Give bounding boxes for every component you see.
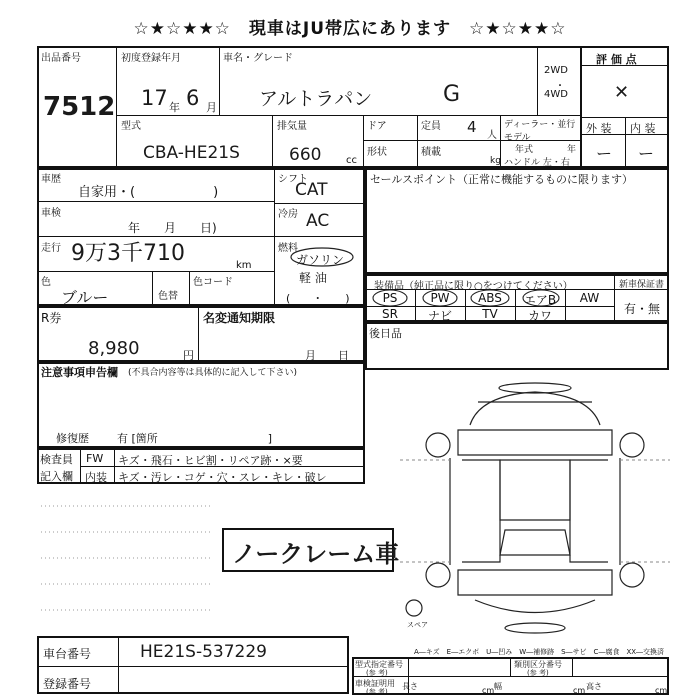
equip-pw: PW [430,291,450,305]
equip-navi: ナビ [427,309,452,323]
car-name: アルトラパン [259,88,373,110]
header-banner: ☆★☆★★☆ 現車はJU帯広にあります ☆★☆★★☆ [133,19,567,39]
registration-month-unit: 月 [206,101,217,114]
model-year-subheading: モデル [504,133,531,143]
repair-history-value: 有 [箇所 ] [117,432,273,445]
lot-number: 7512 [43,92,116,122]
shift-value: CAT [295,180,328,200]
interior-grade-value: ー [638,144,655,163]
drive-2wd: 2WD [544,65,568,76]
rear-seat-box [365,322,669,370]
ac-label: 冷房 [278,209,298,220]
chassis-number: HE21S-537229 [140,642,267,662]
type-cert-sub: (参 考) [366,669,388,677]
interior-inspect-text: キズ・汚レ・コゲ・穴・スレ・キレ・破レ [118,471,327,484]
load-label: 積載 [421,147,441,158]
equip-airbag: エアB [523,293,557,307]
equipment-circle-marks [365,288,615,308]
displacement-label: 排気量 [277,121,307,132]
drive-dot: ・ [555,81,565,92]
equip-ps: PS [382,291,398,305]
inspector-entry-label: 記入欄 [40,470,73,483]
handle-label: ハンドル 左・右 [504,158,570,168]
length-label: 長さ [402,682,418,691]
name-change-value: 月 日 [305,349,349,362]
color-code-label: 色コード [193,277,233,288]
height-unit: cm [655,686,668,695]
grade-score-label: 評 価 点 [596,53,637,66]
exterior-grade-value: ー [596,144,613,163]
recycle-fee-label: R券 [41,311,62,325]
shift-label: シフト [278,174,308,185]
doors-label: ドア [367,121,387,132]
notes-sub: (不具合内容等は具体的に記入して下さい) [128,368,298,378]
model-year-unit: 年 [567,145,577,155]
inspector-label: 検査員 [40,453,73,466]
height-label: 高さ [586,682,602,691]
grade-score-value: ✕ [614,82,630,103]
category-sub: (参 考) [527,669,549,677]
car-name-label: 車名・グレード [223,53,293,64]
warranty-label: 新車保証書 [619,280,665,290]
fuel-gasoline: ガソリン [296,253,345,267]
blank-lines [37,488,217,628]
interior-inspect-label: 内装 [85,471,107,484]
model-year-label: 年式 [515,145,534,155]
capacity-value: 4 [467,118,477,136]
no-claim-stamp-text: ノークレーム車 [232,540,400,568]
registration-year: 17 [141,86,168,110]
fw-text: キズ・飛石・ヒビ割・リペア跡・×要 [118,454,303,467]
equip-leather: カワ [527,309,552,323]
displacement-value: 660 [289,145,322,165]
gasoline-circle-mark [288,246,356,268]
category-label: 類別区分番号 [514,660,562,669]
name-change-label: 名変通知期限 [203,311,276,325]
cert-label: 車検証明用 [355,679,395,688]
lot-number-label: 出品番号 [41,53,81,64]
width-label: 幅 [494,682,502,691]
ac-value: AC [306,211,330,231]
capacity-unit: 人 [487,130,497,141]
warranty-value: 有・無 [624,302,661,316]
cert-sub: (参 考) [366,688,388,696]
color-change-label: 色替 [158,291,178,302]
exterior-grade-label: 外 装 [586,122,612,135]
rear-seat-label: 後日品 [369,327,402,340]
notes-label: 注意事項申告欄 [41,366,118,379]
interior-grade-label: 内 装 [630,122,656,135]
recycle-fee-value: 8,980 [88,338,140,359]
inspection-value: 年 月 日) [128,221,217,235]
mileage-unit: km [236,260,252,271]
damage-legend: A―キズ E―エクボ U―凹み W―補修跡 S―サビ C―腐食 XX―交換済 [414,648,665,656]
recycle-fee-unit: 円 [183,349,194,362]
equip-aw: AW [579,291,600,305]
drive-4wd: 4WD [544,89,568,100]
displacement-unit: cc [346,155,357,166]
history-value: 自家用・( ) [78,185,219,200]
capacity-label: 定員 [421,121,441,132]
first-registration-label: 初度登録年月 [121,53,181,64]
registration-number-label: 登録番号 [43,677,92,691]
color-label: 色 [41,277,51,288]
type-cert-label: 型式指定番号 [355,660,403,669]
fuel-diesel: 軽 油 [299,271,327,285]
history-label: 車歴 [41,174,61,185]
equip-tv: TV [482,307,498,321]
fuel-other: ( ・ ) [286,292,350,305]
equipment-label: 装備品（純正品に限り○をつけてください） [374,281,573,292]
registration-month: 6 [186,86,200,110]
car-damage-diagram [400,380,670,635]
dealer-label: ディーラー・並行 [504,120,576,130]
body-shape-label: 形状 [367,147,387,158]
repair-history-label: 修復歴 [56,432,89,445]
registration-year-unit: 年 [169,101,180,114]
color-value: ブルー [61,288,109,307]
load-unit: kg [490,156,501,166]
equip-sr: SR [382,307,398,321]
model-code-label: 型式 [121,121,141,132]
length-unit: cm [482,686,495,695]
spare-label: スペア [407,621,428,629]
fuel-label: 燃料 [278,243,298,254]
model-code: CBA-HE21S [143,143,240,163]
equip-abs: ABS [478,291,502,305]
mileage-value: 9万3千710 [71,241,185,266]
inspection-label: 車検 [41,208,61,219]
sales-point-label: セールスポイント（正常に機能するものに限ります） [370,173,634,186]
fw-label: FW [86,452,104,465]
car-grade: G [443,82,461,107]
mileage-label: 走行 [41,243,61,254]
width-unit: cm [573,686,586,695]
chassis-label: 車台番号 [43,647,92,661]
